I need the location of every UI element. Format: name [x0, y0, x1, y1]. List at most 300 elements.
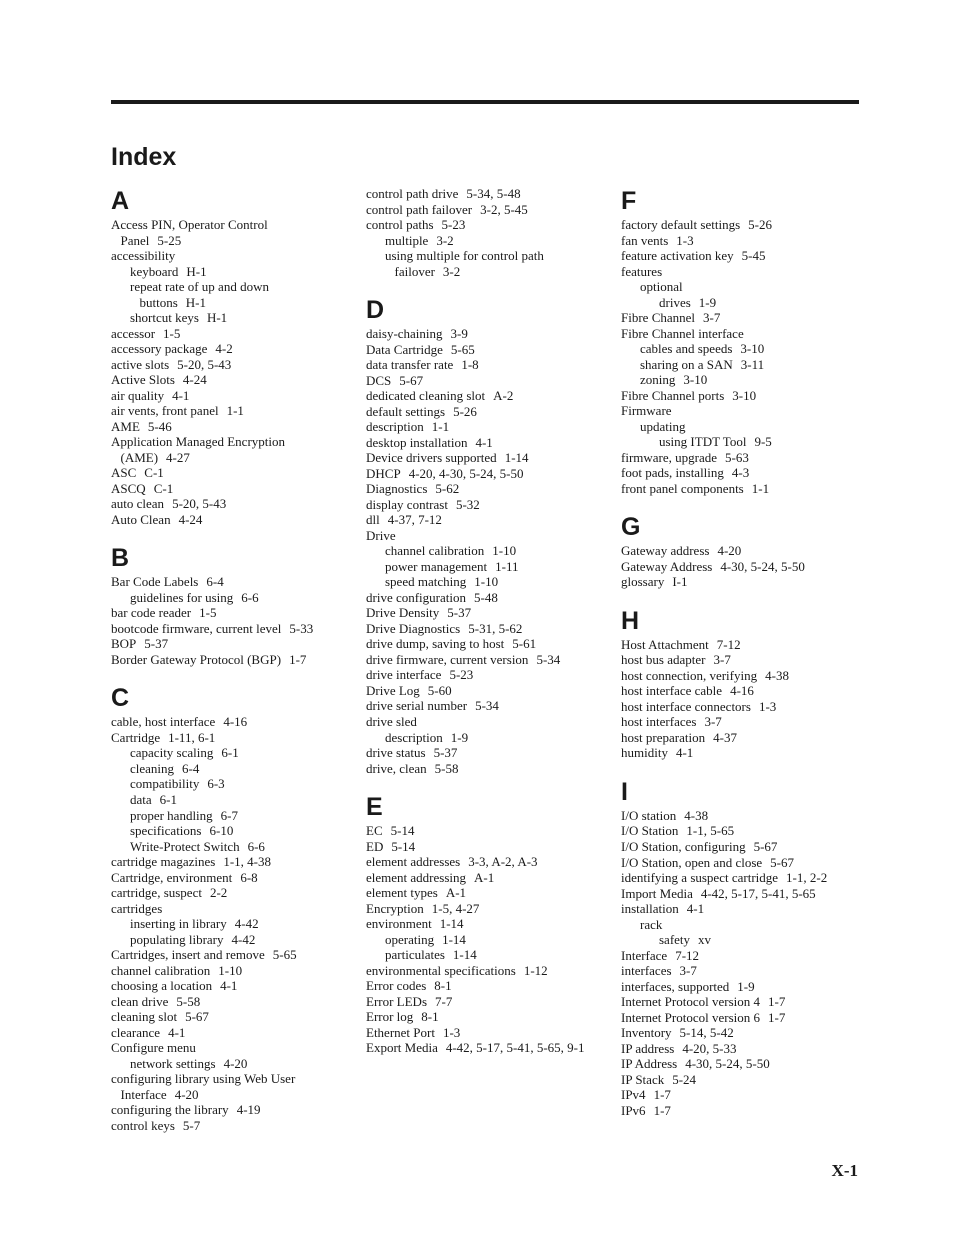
index-term: IP address [621, 1040, 675, 1056]
page-reference: 8-1 [421, 1009, 439, 1025]
index-entry [111, 357, 351, 373]
page-reference: 4-42 [231, 931, 256, 947]
index-term: Host Attachment [621, 636, 709, 652]
index-entry [621, 574, 861, 590]
index-entry [621, 730, 861, 746]
page-reference: 3-2, 5-45 [480, 201, 528, 217]
page-reference: 4-1 [220, 978, 238, 994]
page-reference: A-2 [493, 388, 514, 404]
page-reference: 3-7 [713, 652, 731, 668]
index-entry [111, 372, 351, 388]
index-term: using ITDT Tool [659, 434, 747, 450]
index-entry [366, 388, 606, 404]
index-term: configuring library using Web User [111, 1071, 296, 1087]
index-term: Auto Clean [111, 511, 171, 527]
index-subentry [111, 745, 351, 761]
section-letter: H [621, 606, 640, 635]
index-entry [621, 668, 861, 684]
index-subentry [621, 357, 861, 373]
page-reference: 1-10 [218, 962, 243, 978]
page-reference: 7-12 [716, 636, 741, 652]
page-reference: C-1 [144, 465, 164, 481]
page-reference: 4-1 [675, 745, 694, 761]
index-term: DCS [366, 372, 392, 388]
index-subentry [111, 590, 351, 606]
index-term: configuring the library [111, 1102, 229, 1118]
index-term: cartridge magazines [111, 854, 216, 870]
index-term: Gateway address [621, 543, 710, 559]
index-entry [621, 233, 861, 249]
index-term: Write-Protect Switch [130, 838, 240, 854]
page-reference: 1-11, 6-1 [168, 729, 216, 745]
page-reference: H-1 [186, 263, 207, 279]
index-term: control keys [111, 1117, 175, 1133]
index-term: accessor [111, 325, 156, 341]
index-term: element addresses [366, 854, 461, 870]
index-entry [111, 388, 351, 404]
index-term: bootcode firmware, current level [111, 620, 282, 636]
index-entry [621, 855, 861, 871]
index-entry [366, 528, 606, 544]
index-entry [111, 450, 351, 466]
index-term: using multiple for control path [385, 248, 544, 264]
index-entry [111, 1071, 351, 1087]
index-entry [111, 1118, 351, 1134]
index-entry [366, 823, 606, 839]
index-term: host interface cable [621, 683, 723, 699]
index-subentry [621, 419, 861, 435]
index-entry [111, 1102, 351, 1118]
page-reference: 1-9 [698, 294, 717, 310]
page-reference: A-1 [474, 869, 495, 885]
index-term: BOP [111, 636, 137, 652]
page-reference: 1-3 [758, 698, 777, 714]
page-reference: 6-4 [206, 574, 224, 590]
page-reference: 2-2 [209, 885, 228, 901]
page-reference: 7-12 [675, 947, 700, 963]
index-subentry [111, 823, 351, 839]
page-reference: 4-38 [765, 667, 789, 683]
index-term: drive configuration [366, 589, 466, 605]
index-entry [111, 947, 351, 963]
page-reference: 4-20, 4-30, 5-24, 5-50 [408, 465, 524, 481]
index-term: network settings [130, 1055, 216, 1071]
index-term: Fibre Channel [621, 310, 696, 326]
index-term: Fibre Channel ports [621, 387, 725, 403]
index-term: Configure menu [111, 1040, 196, 1056]
index-term: rack [640, 916, 663, 932]
page-reference: 1-14 [504, 450, 529, 466]
index-subentry [366, 233, 606, 249]
index-term: control paths [366, 217, 434, 233]
index-term: foot pads, installing [621, 465, 724, 481]
page-reference: 1-5 [199, 605, 217, 621]
index-term: Bar Code Labels [111, 574, 199, 590]
index-term: clearance [111, 1024, 161, 1040]
index-term: choosing a location [111, 978, 213, 994]
page-reference: 5-67 [770, 854, 795, 870]
section-letter: D [366, 296, 385, 325]
section-letter: G [621, 513, 641, 542]
page-reference: 4-38 [684, 807, 709, 823]
index-term: Drive Diagnostics [366, 620, 461, 636]
index-term: Internet Protocol version 6 [621, 1009, 760, 1025]
page-reference: 5-61 [512, 636, 537, 652]
index-entry [366, 1040, 606, 1056]
index-entry [366, 590, 606, 606]
page-reference: 4-2 [215, 341, 233, 357]
index-entry [111, 496, 351, 512]
index-entry [621, 1041, 861, 1057]
index-term: interfaces [621, 963, 672, 979]
index-term: I/O Station, configuring [621, 838, 746, 854]
index-term: Ethernet Port [366, 1024, 435, 1040]
index-entry [621, 979, 861, 995]
page-reference: C-1 [153, 480, 174, 496]
index-term: Application Managed Encryption [111, 434, 286, 450]
page-reference: 4-20 [223, 1055, 248, 1071]
index-term: Fibre Channel interface [621, 325, 744, 341]
index-entry [366, 435, 606, 451]
index-entry [111, 870, 351, 886]
page-reference: 4-3 [731, 465, 750, 481]
index-term: display contrast [366, 496, 448, 512]
index-term: host interface connectors [621, 698, 751, 714]
page-reference: 4-42 [234, 916, 259, 932]
page-reference: 6-1 [221, 745, 239, 761]
index-term: cartridges [111, 900, 163, 916]
index-subentry [621, 917, 861, 933]
index-term: Panel [120, 232, 150, 248]
index-term: IPv6 [621, 1102, 646, 1118]
index-entry [366, 870, 606, 886]
page-reference: 6-3 [207, 776, 225, 792]
page-reference: 5-23 [441, 217, 466, 233]
index-term: Import Media [621, 885, 693, 901]
page-reference: 5-33 [289, 620, 314, 636]
page-reference: 1-1 [751, 480, 770, 496]
section-letter: B [111, 544, 130, 573]
page-reference: 5-58 [434, 760, 459, 776]
index-entry [111, 574, 351, 590]
index-entry [366, 994, 606, 1010]
index-term: clean drive [111, 993, 169, 1009]
page-reference: 1-10 [492, 543, 517, 559]
index-entry [111, 419, 351, 435]
index-term: Border Gateway Protocol (BGP) [111, 651, 282, 667]
page-reference: 1-8 [461, 357, 479, 373]
index-entry [621, 248, 861, 264]
index-entry [111, 730, 351, 746]
index-entry [111, 403, 351, 419]
page-reference: 4-1 [475, 434, 493, 450]
index-entry [366, 839, 606, 855]
index-term: Error LEDs [366, 993, 428, 1009]
page-reference: 5-34 [475, 698, 499, 714]
index-entry [621, 1087, 861, 1103]
page-reference: 1-10 [474, 574, 499, 590]
page-reference: 5-37 [433, 745, 458, 761]
index-subentry [366, 932, 606, 948]
index-entry [621, 1025, 861, 1041]
page-reference: 1-7 [653, 1102, 671, 1118]
index-term: dedicated cleaning slot [366, 388, 486, 404]
index-subentry [111, 295, 351, 311]
page-reference: 4-1 [686, 901, 705, 917]
index-entry [366, 342, 606, 358]
index-subentry [366, 947, 606, 963]
section-letter: A [111, 187, 130, 215]
index-entry [111, 885, 351, 901]
index-entry [621, 1010, 861, 1026]
index-entry [366, 636, 606, 652]
index-term: compatibility [130, 776, 200, 792]
page-reference: 7-7 [435, 993, 453, 1009]
page-reference: 1-11 [495, 558, 519, 574]
index-entry [366, 1009, 606, 1025]
index-subentry [111, 932, 351, 948]
page-reference: 1-1, 5-65 [686, 823, 735, 839]
page-reference: A-1 [445, 885, 467, 901]
page-reference: 5-20, 5-43 [177, 356, 232, 372]
index-entry [366, 357, 606, 373]
index-entry [366, 466, 606, 482]
page-reference: 4-27 [166, 449, 190, 465]
section-gap [621, 761, 861, 777]
page-reference: 4-42, 5-17, 5-41, 5-65 [700, 885, 816, 901]
index-term: Export Media [366, 1040, 438, 1056]
index-entry [366, 497, 606, 513]
index-term: drive dump, saving to host [366, 636, 505, 652]
index-term: Drive [366, 527, 396, 543]
page-reference: xv [698, 932, 712, 948]
page-reference: 1-3 [676, 232, 694, 248]
index-term: Interface [621, 947, 668, 963]
index-entry [621, 839, 861, 855]
index-term: ED [366, 838, 384, 854]
index-entry [621, 823, 861, 839]
index-entry [366, 326, 606, 342]
index-term: IPv4 [621, 1087, 646, 1103]
index-term: I/O Station, open and close [621, 854, 763, 870]
index-term: failover [394, 263, 435, 279]
page-title: Index [111, 143, 177, 171]
index-subentry [621, 932, 861, 948]
page-reference: 5-20, 5-43 [172, 496, 227, 512]
index-term: auto clean [111, 496, 165, 512]
index-subentry [621, 434, 861, 450]
index-term: I/O Station [621, 823, 679, 839]
page-reference: 3-2 [436, 232, 454, 248]
index-term: Cartridges, insert and remove [111, 947, 265, 963]
index-term: host preparation [621, 729, 706, 745]
index-entry [621, 543, 861, 559]
index-term: data [130, 791, 152, 807]
index-entry [366, 963, 606, 979]
index-term: ASC [111, 465, 137, 481]
index-entry [366, 512, 606, 528]
page-reference: 5-46 [147, 418, 172, 434]
page-reference: 5-45 [741, 248, 766, 264]
index-term: Cartridge, environment [111, 869, 233, 885]
index-term: Drive Density [366, 605, 440, 621]
index-entry [111, 605, 351, 621]
index-entry [111, 1025, 351, 1041]
index-subentry [111, 916, 351, 932]
index-term: capacity scaling [130, 745, 214, 761]
index-term: cleaning [130, 760, 175, 776]
index-term: drive sled [366, 713, 417, 729]
index-entry [621, 963, 861, 979]
index-entry [621, 465, 861, 481]
page-reference: 4-20 [717, 543, 742, 559]
index-entry [111, 233, 351, 249]
page-reference: 4-19 [236, 1102, 261, 1118]
index-term: Internet Protocol version 4 [621, 994, 760, 1010]
index-entry [621, 714, 861, 730]
page-reference: 1-1, 2-2 [786, 870, 828, 886]
index-entry [621, 886, 861, 902]
index-column-3 [621, 186, 861, 1118]
index-entry [366, 683, 606, 699]
page-reference: 1-7 [653, 1087, 671, 1103]
index-term: cartridge, suspect [111, 885, 202, 901]
index-term: host bus adapter [621, 652, 706, 668]
index-term: AME [111, 418, 140, 434]
index-entry [366, 916, 606, 932]
index-subentry [111, 310, 351, 326]
index-term: IP Stack [621, 1071, 665, 1087]
page-reference: 5-14 [391, 838, 416, 854]
index-entry [366, 404, 606, 420]
page-reference: 1-1 [431, 419, 450, 435]
page-reference: 5-26 [748, 217, 772, 232]
index-term: host interfaces [621, 714, 697, 730]
page-reference: 4-37, 7-12 [387, 512, 442, 528]
index-term: proper handling [130, 807, 213, 823]
index-entry [621, 870, 861, 886]
page-reference: 6-10 [209, 823, 234, 839]
index-term: Active Slots [111, 372, 175, 388]
page-reference: 5-14, 5-42 [679, 1025, 734, 1041]
index-term: control path drive [366, 186, 459, 201]
index-entry [621, 403, 861, 419]
page-reference: 5-26 [453, 403, 477, 419]
index-subentry [111, 776, 351, 792]
index-entry [366, 745, 606, 761]
page-reference: 5-60 [427, 682, 452, 698]
index-term: Device drivers supported [366, 450, 497, 466]
index-subentry [621, 295, 861, 311]
section-letter: I [621, 777, 628, 806]
index-entry [621, 637, 861, 653]
index-entry [111, 1087, 351, 1103]
index-term: shortcut keys [130, 310, 199, 326]
index-subentry [111, 839, 351, 855]
index-entry [366, 605, 606, 621]
page-reference: 3-3, A-2, A-3 [468, 854, 538, 870]
index-entry [621, 948, 861, 964]
index-entry [621, 264, 861, 280]
page-reference: 1-9 [737, 978, 755, 994]
index-term: sharing on a SAN [640, 356, 733, 372]
page-reference: 4-24 [182, 372, 207, 388]
section-gap [621, 590, 861, 606]
index-term: Data Cartridge [366, 341, 443, 357]
index-term: glossary [621, 574, 665, 590]
index-entry [111, 854, 351, 870]
index-entry [111, 1040, 351, 1056]
index-entry [111, 963, 351, 979]
page-reference: 3-7 [703, 310, 721, 326]
index-term: cables and speeds [640, 341, 733, 357]
page-reference: 5-31, 5-62 [468, 620, 523, 636]
section-gap [621, 496, 861, 512]
index-entry [621, 901, 861, 917]
index-term: speed matching [385, 574, 467, 590]
page-reference: 4-37 [713, 729, 737, 745]
index-term: Firmware [621, 403, 672, 419]
page-reference: 5-62 [435, 481, 460, 497]
index-entry [111, 636, 351, 652]
page-reference: 1-14 [439, 916, 464, 932]
index-entry [621, 683, 861, 699]
index-entry [366, 652, 606, 668]
page-reference: 4-30, 5-24, 5-50 [720, 558, 805, 574]
index-term: element types [366, 885, 438, 901]
index-term: front panel components [621, 480, 744, 496]
section-gap [111, 667, 351, 683]
index-term: cable, host interface [111, 714, 216, 730]
page-reference: 5-37 [447, 605, 472, 621]
index-term: IP Address [621, 1056, 678, 1072]
index-entry [366, 714, 606, 730]
index-term: Cartridge [111, 729, 161, 745]
section-gap [366, 776, 606, 792]
index-term: drive firmware, current version [366, 651, 529, 667]
page-reference: 5-23 [449, 667, 474, 683]
index-term: drives [659, 294, 691, 310]
page-reference: 4-20, 5-33 [682, 1040, 737, 1056]
page-reference: 6-8 [240, 869, 258, 885]
index-term: description [385, 729, 443, 745]
index-term: dll [366, 512, 380, 528]
index-entry [621, 699, 861, 715]
index-entry [111, 465, 351, 481]
index-term: Encryption [366, 900, 424, 916]
index-term: zoning [640, 372, 676, 388]
page-reference: 5-25 [157, 232, 182, 248]
index-term: ASCQ [111, 480, 146, 496]
index-entry [366, 698, 606, 714]
page-reference: 5-67 [185, 1009, 209, 1025]
index-term: control path failover [366, 201, 473, 217]
index-entry [366, 373, 606, 389]
index-entry [621, 808, 861, 824]
index-term: description [366, 419, 424, 435]
page-reference: 5-32 [455, 496, 480, 512]
index-term: accessory package [111, 341, 208, 357]
index-subentry [366, 264, 606, 280]
index-term: populating library [130, 931, 224, 947]
index-term: DHCP [366, 465, 401, 481]
index-entry [111, 512, 351, 528]
index-column-2 [366, 186, 606, 1056]
page-reference: 4-1 [168, 1024, 186, 1040]
page-reference: 1-3 [442, 1024, 461, 1040]
index-term: inserting in library [130, 916, 227, 932]
index-entry [621, 326, 861, 342]
